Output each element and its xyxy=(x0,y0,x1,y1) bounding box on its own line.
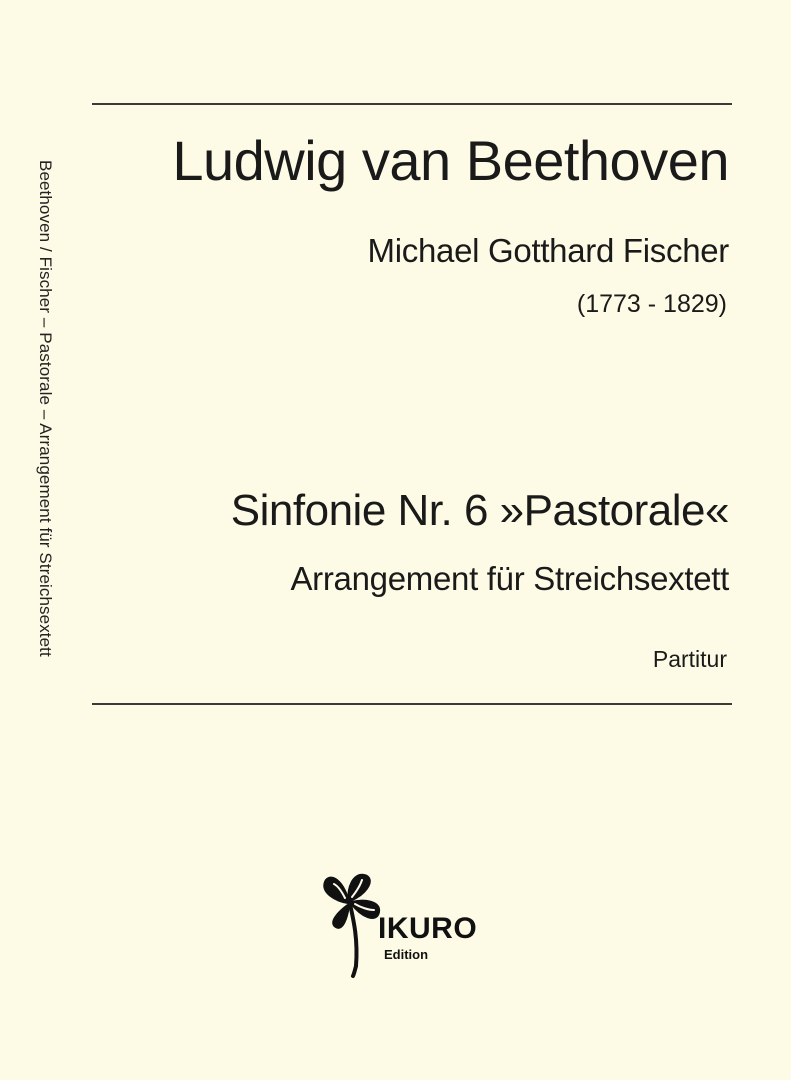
publisher-logo xyxy=(318,870,498,1000)
top-rule xyxy=(92,103,732,105)
arranger-dates: (1773 - 1829) xyxy=(576,290,727,318)
work-title: Sinfonie Nr. 6 »Pastorale« xyxy=(230,486,729,535)
publisher-sub: Edition xyxy=(384,947,429,962)
edition-type: Partitur xyxy=(652,646,727,672)
composer-name: Ludwig van Beethoven xyxy=(172,129,729,192)
bottom-rule xyxy=(92,703,732,705)
spine-text: Beethoven / Fischer – Pastorale – Arrangement für Streichsextett xyxy=(36,160,55,657)
arranger-name: Michael Gotthard Fischer xyxy=(367,232,729,269)
work-subtitle: Arrangement für Streichsextett xyxy=(290,560,729,597)
publisher-name: IKURO xyxy=(378,912,478,945)
